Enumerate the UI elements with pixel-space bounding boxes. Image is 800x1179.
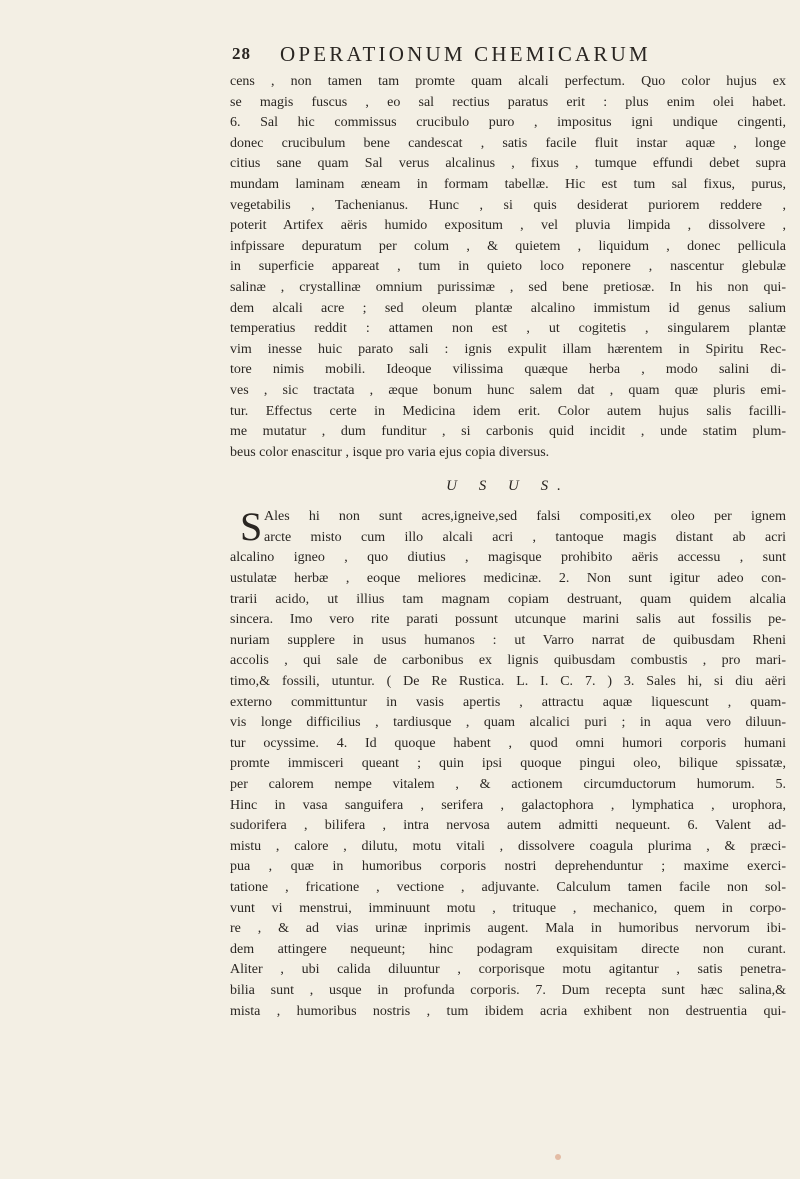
text-line: dem alcali acre ; sed oleum plantæ alcalino immistum id genus salium <box>230 300 786 316</box>
text-line: pua , quæ in humoribus corporis nostri deprehenduntur ; maxime exerci- <box>230 859 786 875</box>
text-line: 6. Sal hic commissus crucibulo puro , impositus igni undique cingenti, <box>230 115 786 131</box>
text-line: Hinc in vasa sanguifera , serifera , galactophora , lymphatica , urophora, <box>230 797 786 813</box>
text-line: arcte misto cum illo alcali acri , tantoque magis distant ab acri <box>264 529 786 545</box>
section-heading: U S U S. <box>446 478 570 495</box>
text-line: donec crucibulum bene candescat , satis facile fluit instar aquæ , longe <box>230 135 786 151</box>
text-line: se magis fuscus , eo sal rectius paratus erit : plus enim olei habet. <box>230 94 786 110</box>
text-line: externo committuntur in vasis apertis , attractu aquæ liquescunt , quam- <box>230 694 786 710</box>
text-line: mistu , calore , dilutu, motu vitali , dissolvere coagula plurima , & præci- <box>230 838 786 854</box>
text-line: accolis , qui sale de carbonibus ex lignis quibusdam combustis , pro mari- <box>230 653 786 669</box>
text-line: me mutatur , dum funditur , si carbonis quid incidit , unde statim plum- <box>230 424 786 440</box>
text-line: vim inesse huic parato sali : ignis expulit illam hærentem in Spiritu Rec- <box>230 341 786 357</box>
text-line: vis longe difficilius , tardiusque , quam alcalici puri ; in aqua vero diluun- <box>230 715 786 731</box>
text-line: tur ocyssime. 4. Id quoque habent , quod omni humori corporis humani <box>230 735 786 751</box>
text-line: vegetabilis , Tachenianus. Hunc , si quis desiderat puriorem reddere , <box>230 197 786 213</box>
text-line: trarii acido, ut illius tam magnam copiam destruant, quam quidem alcalia <box>230 591 786 607</box>
text-line: salinæ , crystallinæ omnium purissimæ , sed bene pretiosæ. In his non qui- <box>230 279 786 295</box>
text-line: citius sane quam Sal verus alcalinus , fixus , tumque effundi debet supra <box>230 156 786 172</box>
text-line: cens , non tamen tam promte quam alcali perfectum. Quo color hujus ex <box>230 74 786 89</box>
text-line: poterit Artifex aëris humido expositum , vel pluvia limpida , dissolvere , <box>230 218 786 234</box>
text-line: dem attingere nequeunt; hinc podagram exquisitam directe non curant. <box>230 941 786 957</box>
running-title: OPERATIONUM CHEMICARUM <box>280 42 651 66</box>
text-line: alcalino igneo , quo diutius , magisque prohibito aëris accessu , sunt <box>230 550 786 566</box>
text-line: tore nimis mobili. Ideoque vilissima quæque herba , modo salini di- <box>230 362 786 378</box>
body-text <box>230 72 786 1022</box>
running-head <box>232 42 792 70</box>
text-line: ves , sic tractata , æque bonum hunc salem dat , quam quæ pluris emi- <box>230 382 786 398</box>
text-line: ustulatæ herbæ , eoque meliores medicinæ. 2. Non sunt igitur adeo con- <box>230 571 786 587</box>
paragraph-usus-body <box>230 548 786 1022</box>
text-line: sincera. Imo vero rite parati possunt utcunque marini salis aut fossilis pe- <box>230 612 786 628</box>
dropcap-block <box>230 504 786 550</box>
text-line: in superficie appareat , tum in quieto loco reponere , nascentur glebulæ <box>230 259 786 275</box>
text-line: Aliter , ubi calida diluuntur , corporisque motu agitantur , satis penetra- <box>230 962 786 978</box>
text-line: infpissare depuratum per colum , & quietem , liquidum , donec pellicula <box>230 238 786 254</box>
text-line: mista , humoribus nostris , tum ibidem acria exhibent non destruentia qui- <box>230 1003 786 1019</box>
text-line: beus color enascitur , isque pro varia ejus copia diversus. <box>230 444 550 460</box>
ink-spot <box>555 1154 561 1160</box>
text-line: per calorem nempe vitalem , & actionem circumductorum humorum. 5. <box>230 777 786 792</box>
text-line: re , & ad vias urinæ inprimis augent. Mala in humoribus nervorum ibi- <box>230 921 786 937</box>
page-number: 28 <box>232 44 251 63</box>
text-line: bilia sunt , usque in profunda corporis. 7. Dum recepta sunt hæc salina,& <box>230 982 786 998</box>
text-line: Ales hi non sunt acres,igneive,sed falsi compositi,ex oleo per ignem <box>264 509 786 525</box>
text-line: temperatius reddit : attamen non est , ut cogitetis , singularem plantæ <box>230 321 786 337</box>
text-line: tur. Effectus certe in Medicina idem erit. Color autem hujus salis facilli- <box>230 403 786 419</box>
text-line: mundam laminam æneam in formam tabellæ. Hic est tum sal fixus, purus, <box>230 176 786 192</box>
drop-cap-letter: S <box>240 504 263 550</box>
text-line: tatione , fricatione , vectione , adjuvante. Calculum tamen facile non sol- <box>230 879 786 895</box>
text-line: vunt vi menstrui, imminuunt motu , trituque , mechanico, quem in corpo- <box>230 900 786 916</box>
text-line: sudorifera , bilifera , intra nervosa autem admitti nequeunt. 6. Valent ad- <box>230 818 786 834</box>
text-line: promte immisceri queant ; quin ipsi quoque pingui oleo, bilique spissatæ, <box>230 756 786 772</box>
paragraph-preparation <box>230 72 786 463</box>
dropcap-lines <box>230 504 786 550</box>
paragraph-usus <box>230 504 786 1022</box>
text-line: timo,& fossili, utuntur. ( De Re Rustica. L. I. C. 7. ) 3. Sales hi, si diu aëri <box>230 674 786 690</box>
text-line: nuriam supplere in usus humanos : ut Varro narrat de quibusdam Rheni <box>230 632 786 648</box>
